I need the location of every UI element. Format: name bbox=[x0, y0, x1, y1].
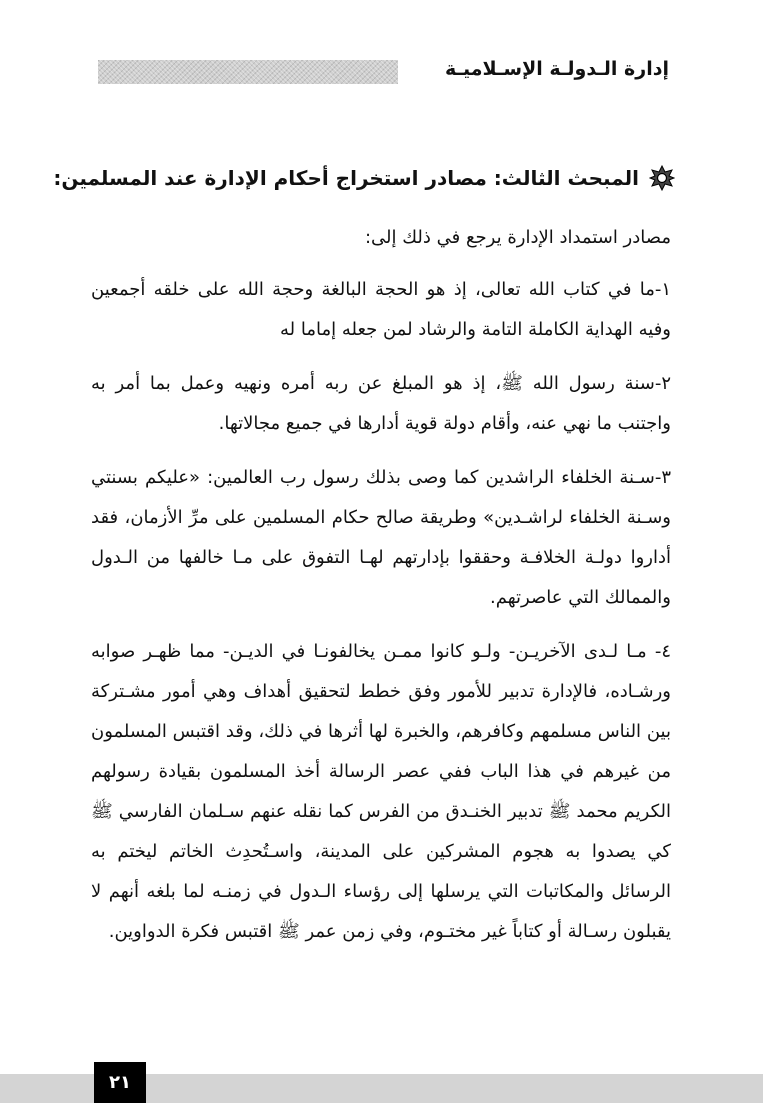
section-heading-text: المبحث الثالث: مصادر استخراج أحكام الإدارة عند المسلمين: bbox=[53, 166, 639, 190]
paragraph-source-quran: ١-ما في كتاب الله تعالى، إذ هو الحجة البالغة وحجة الله على خلقه أجمعين وفيه الهداية الكاملة التامة والرشاد لمن جعله إماما له bbox=[91, 279, 671, 340]
paragraph-source-caliphs: ٣-سـنة الخلفاء الراشدين كما وصى بذلك رسول رب العالمين: «عليكم بسنتي وسـنة الخلفاء لراشـدين» وطريقة صالح حكام المسلمين على مرِّ الأزمان، فقد أداروا دولـة الخلافـة وحققوا بإدارتهم لهـا التفوق على مـا خالفها من الـدول والممالك التي عاصرتهم. bbox=[91, 467, 671, 608]
section-heading bbox=[53, 165, 675, 191]
paragraph-source-others: ٤- مـا لـدى الآخريـن- ولـو كانوا ممـن يخالفونـا في الديـن- مما ظهـر صوابه ورشـاده، فالإدارة تدبير للأمور وفق خطط لتحقيق أهداف وهي أمور مشـتركة بين الناس مسلمهم وكافرهم، والخبرة لها أثرها في ذلك، وقد اقتبس المسلمون من غيرهم في هذا الباب ففي عصر الرسالة أخذ المسلمون بقيادة رسولهم الكريم محمد ﷺ تدبير الخنـدق من الفرس كما نقله عنهم سـلمان الفارسي ﷺ كي يصدوا به هجوم المشركين على المدينة، واسـتُحدِث الخاتم ليختم به الرسائل والمكاتبات التي يرسلها إلى رؤساء الـدول في زمنـه لما بلغه أنهم لا يقبلون رسـالة أو كتاباً غير مختـوم، وفي زمن عمر ﷺ اقتبس فكرة الدواوين. bbox=[91, 641, 671, 942]
header-decorative-band bbox=[98, 60, 398, 84]
page-number: ٢١ bbox=[94, 1062, 146, 1103]
paragraph-source-sunnah: ٢-سنة رسول الله ﷺ، إذ هو المبلغ عن ربه أمره ونهيه وعمل بما أمر به واجتنب ما نهي عنه، وأقام دولة قوية أدارها في جميع مجالاتها. bbox=[91, 373, 671, 434]
running-header-title: إدارة الـدولـة الإسـلاميـة bbox=[444, 58, 669, 80]
ornament-star-icon bbox=[649, 165, 675, 191]
paragraph-intro: مصادر استمداد الإدارة يرجع في ذلك إلى: bbox=[364, 227, 671, 248]
body-text bbox=[91, 218, 671, 966]
